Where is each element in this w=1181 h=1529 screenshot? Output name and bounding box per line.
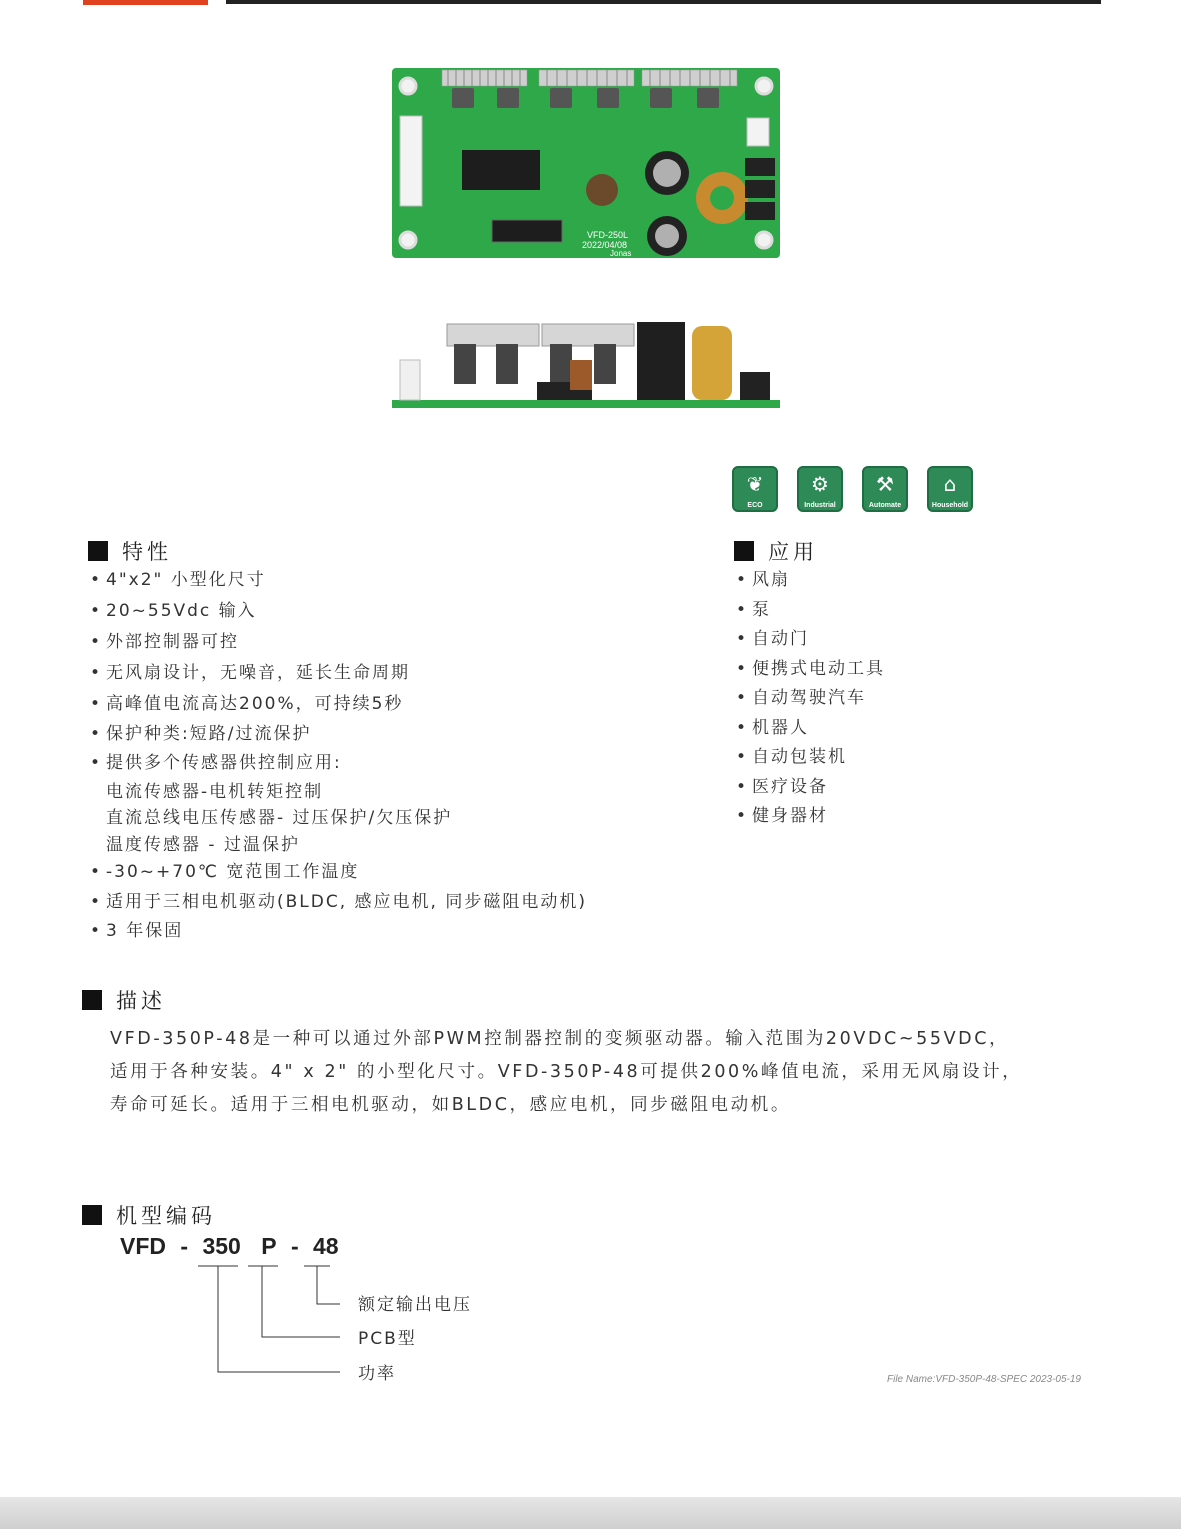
eco-icon-label: ECO <box>747 502 763 509</box>
top-accent-bar <box>83 0 208 5</box>
household-icon <box>927 466 973 512</box>
application-item: • 自动门 <box>736 629 809 649</box>
heading-square-marker <box>88 541 108 561</box>
pcb-author-silkscreen: Jonas <box>610 249 632 258</box>
code-voltage: 48 <box>313 1233 339 1259</box>
sensor-detail: 电流传感器-电机转矩控制 <box>106 781 324 802</box>
eco-icon <box>732 466 778 512</box>
automate-icon-label: Automate <box>868 502 902 509</box>
pcb-date-silkscreen: 2022/04/08 <box>582 240 628 250</box>
description-line: 适用于各种安装。4" x 2" 的小型化尺寸。VFD-350P-48可提供200%峰值电流，采用无风扇设计， <box>110 1062 1023 1082</box>
application-item: • 医疗设备 <box>736 776 828 797</box>
household-icon-label: Household <box>931 502 969 509</box>
bottom-bar <box>0 1497 1181 1529</box>
application-item: • 风扇 <box>736 570 790 590</box>
legend-pcb-type: PCB型 <box>358 1329 417 1349</box>
feature-item: • 4"x2" 小型化尺寸 <box>90 570 266 590</box>
code-series: VFD <box>120 1233 166 1259</box>
house-icon: ⌂ <box>943 472 957 496</box>
heading-square-marker <box>734 541 754 561</box>
sensor-detail: 直流总线电压传感器- 过压保护/欠压保护 <box>106 808 453 828</box>
heading-square-marker <box>82 1205 102 1225</box>
feature-item: • 提供多个传感器供控制应用: <box>90 753 342 773</box>
heading-square-marker <box>82 990 102 1010</box>
pcb-top-view-image <box>392 68 780 258</box>
description-title: 描述 <box>116 989 166 1013</box>
description-body <box>110 1023 1023 1122</box>
code-dash: - <box>290 1233 299 1259</box>
applications-title: 应用 <box>768 540 818 564</box>
automate-icon <box>862 466 908 512</box>
legend-power: 功率 <box>358 1364 396 1384</box>
model-code-tree <box>190 1262 350 1382</box>
footer-file-name: File Name:VFD-350P-48-SPEC 2023-05-19 <box>887 1374 1081 1385</box>
pcb-side-view-image <box>392 320 780 410</box>
applications-list <box>734 566 885 832</box>
feature-item: • 3 年保固 <box>90 921 184 941</box>
feature-item: • 无风扇设计，无噪音，延长生命周期 <box>90 662 410 683</box>
robot-arm-icon: ⚒ <box>876 472 894 496</box>
model-code-heading <box>82 1200 216 1230</box>
description-line: VFD-350P-48是一种可以通过外部PWM控制器控制的变频驱动器。输入范围为20VDC~55VDC， <box>110 1029 1010 1049</box>
application-item: • 自动包装机 <box>736 747 847 767</box>
features-title: 特性 <box>122 540 172 564</box>
code-dash: - <box>180 1233 189 1259</box>
model-code <box>120 1233 339 1260</box>
feature-item: • 适用于三相电机驱动(BLDC, 感应电机, 同步磁阻电动机) <box>90 891 587 912</box>
feature-item: • 高峰值电流高达200%，可持续5秒 <box>90 693 404 714</box>
features-heading <box>88 536 172 566</box>
feature-item: • 外部控制器可控 <box>90 631 239 652</box>
gears-icon: ⚙ <box>811 472 829 496</box>
pcb-model-silkscreen: VFD-250L <box>587 230 629 240</box>
sensor-detail: 温度传感器 - 过温保护 <box>106 834 300 855</box>
features-list <box>88 566 587 947</box>
top-rule <box>226 0 1101 4</box>
application-item: • 便携式电动工具 <box>736 658 885 679</box>
industrial-icon-label: Industrial <box>804 502 836 509</box>
description-heading <box>82 985 166 1015</box>
feature-item: • 保护种类:短路/过流保护 <box>90 723 312 744</box>
applications-heading <box>734 536 818 566</box>
feature-item: • 20~55Vdc 输入 <box>90 600 257 621</box>
industrial-icon <box>797 466 843 512</box>
model-code-title: 机型编码 <box>116 1204 216 1228</box>
application-item: • 泵 <box>736 599 771 620</box>
leaf-icon: ❦ <box>746 472 764 496</box>
application-item: • 机器人 <box>736 717 809 738</box>
description-line: 寿命可延长。适用于三相电机驱动，如BLDC，感应电机，同步磁阻电动机。 <box>110 1095 791 1115</box>
feature-item: • -30~+70℃ 宽范围工作温度 <box>90 862 360 882</box>
code-pcb: P <box>261 1233 277 1259</box>
legend-rated-voltage: 额定输出电压 <box>358 1295 472 1315</box>
application-item: • 健身器材 <box>736 806 828 826</box>
code-power: 350 <box>202 1233 241 1259</box>
application-item: • 自动驾驶汽车 <box>736 688 866 708</box>
